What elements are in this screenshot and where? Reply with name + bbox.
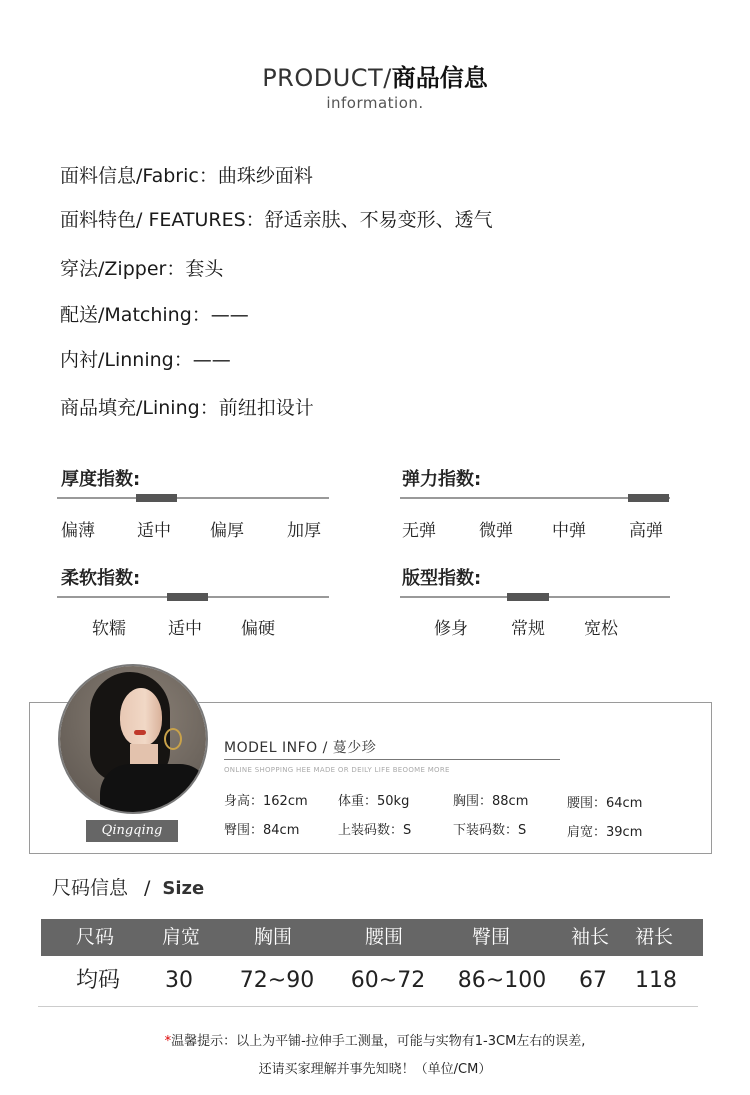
header-title-en: PRODUCT/ — [262, 64, 392, 92]
elasticity-index-marker — [628, 494, 669, 502]
header-subtitle: information. — [326, 94, 424, 112]
thickness-label: 偏薄 — [61, 521, 95, 541]
fit-label: 常规 — [511, 619, 545, 639]
size-cell: 72~90 — [239, 968, 315, 993]
thickness-label: 偏厚 — [210, 521, 244, 541]
model-top-size: 上装码数：S — [338, 823, 412, 838]
fit-label: 修身 — [434, 619, 468, 639]
features-info: 面料特色/ FEATURES：舒适亲肤、不易变形、透气 — [60, 209, 493, 231]
size-cell: 67 — [579, 968, 607, 993]
softness-label: 软糯 — [92, 619, 126, 639]
size-header-cell: 尺码 — [75, 926, 114, 948]
size-cell: 30 — [165, 968, 193, 993]
thickness-index-marker — [136, 494, 177, 502]
elasticity-label: 微弹 — [479, 521, 513, 541]
model-shoulder: 肩宽：39cm — [567, 825, 643, 840]
model-info-divider — [224, 759, 560, 760]
size-header-cell: 袖长 — [570, 926, 609, 948]
softness-index-marker — [167, 593, 208, 601]
model-avatar — [58, 664, 208, 814]
linning-info: 内衬/Linning：—— — [60, 349, 231, 371]
zipper-info: 穿法/Zipper：套头 — [60, 258, 224, 280]
elasticity-label: 中弹 — [552, 521, 586, 541]
size-table-header — [41, 919, 703, 956]
model-info-label: MODEL INFO / 蔓少珍 — [224, 740, 377, 756]
size-cell: 118 — [635, 968, 677, 993]
note-star: * — [164, 1034, 172, 1049]
fit-index-title: 版型指数: — [402, 568, 482, 589]
size-header-cell: 腰围 — [364, 926, 403, 948]
size-cell: 86~100 — [457, 968, 547, 993]
fabric-info: 面料信息/Fabric：曲珠纱面料 — [60, 165, 313, 187]
model-name-tag: Qingqing — [86, 820, 178, 842]
size-cell: 均码 — [75, 968, 120, 993]
elasticity-label: 无弹 — [402, 521, 436, 541]
model-slogan: ONLINE SHOPPING HEE MADE OR DEILY LIFE BEOOME MORE — [224, 766, 450, 774]
model-weight: 体重：50kg — [338, 794, 410, 809]
size-title-separator: / — [144, 877, 151, 899]
size-title-en: Size — [162, 878, 205, 899]
note-text-1: 温馨提示：以上为平铺-拉伸手工测量，可能与实物有1-3CM左右的误差, — [171, 1034, 586, 1049]
model-height: 身高：162cm — [224, 794, 308, 809]
fit-index-marker — [507, 593, 549, 601]
model-bust: 胸围：88cm — [453, 794, 529, 809]
lining-info: 商品填充/Lining：前纽扣设计 — [60, 397, 314, 419]
thickness-label: 加厚 — [287, 521, 321, 541]
matching-info: 配送/Matching：—— — [60, 304, 249, 326]
page-header — [0, 58, 750, 112]
size-title-cn: 尺码信息 — [52, 877, 129, 899]
softness-label: 偏硬 — [241, 619, 275, 639]
size-section-title — [52, 873, 204, 900]
softness-label: 适中 — [168, 619, 202, 639]
elasticity-index-title: 弹力指数: — [402, 469, 482, 490]
size-header-cell: 裙长 — [634, 926, 673, 948]
header-title-cn: 商品信息 — [391, 64, 488, 92]
thickness-index-title: 厚度指数: — [61, 469, 141, 490]
softness-index-title: 柔软指数: — [61, 568, 141, 589]
thickness-index-track — [57, 497, 329, 499]
thickness-label: 适中 — [137, 521, 171, 541]
elasticity-label: 高弹 — [629, 521, 663, 541]
size-note-line2: 还请买家理解并事先知晓！（单位/CM） — [258, 1062, 492, 1077]
size-header-cell: 臀围 — [471, 926, 510, 948]
model-bottom-size: 下装码数：S — [453, 823, 527, 838]
model-hip: 臀围：84cm — [224, 823, 300, 838]
model-waist: 腰围：64cm — [567, 796, 643, 811]
size-note-line1 — [0, 1030, 750, 1049]
size-header-cell: 肩宽 — [161, 926, 200, 948]
size-cell: 60~72 — [350, 968, 426, 993]
size-table-divider — [38, 1006, 698, 1007]
fit-label: 宽松 — [584, 619, 618, 639]
size-header-cell: 胸围 — [253, 926, 292, 948]
